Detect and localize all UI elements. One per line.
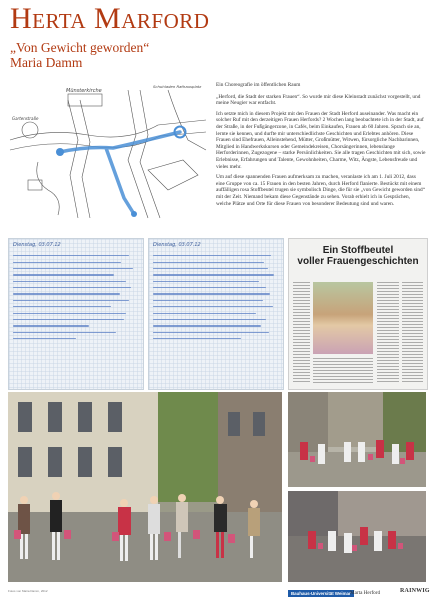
museum-logo: Marta Herford — [350, 590, 381, 596]
map-label-church: Münsterkirche — [66, 88, 102, 94]
note-date: Dienstag, 03.07.12 — [153, 242, 201, 248]
sponsor-logo: RAINWIG — [400, 588, 430, 594]
note-lines — [13, 250, 139, 344]
handwritten-note — [8, 238, 144, 390]
article-paragraph: Ich setzte mich in diesem Projekt mit den Frauen der Stadt Herford auseinander. Was macht ein solcher Ruf mit den derzeitigen Frauen Herfords? 2 Wochen lang beobachtete ich in der Stadt, auf der Straße, in der Fußgängerzone, in Cafés, beim Einkaufen, Frauen ab 60 Jahren. Sprach sie an, lernte sie kennen, und durfte mir unterschiedlichste Geschichten und Erlebtes anhören. Diese Frauen sind Ehefrauen, Alleinstehend, Mütter, Großmütter, Witwen, fürsorgliche Nachbarinnen, Mitglied in Handwerkskursen oder Gemeindekreisen, Chorsängerinnen, lebenslange Herforderinnen, Zugezogene – starke Persönlichkeiten. Sie alle tragen Geschichten mit sich, sowie Erlebnisse, Erfahrungen und Talente, Gewohnheiten, Charme, Witz, Ängste, Lebensfreude und vieles mehr. — [216, 110, 426, 170]
page-title: Herta Marford — [10, 2, 210, 35]
note-lines — [153, 250, 279, 344]
newspaper-headline: Ein Stoffbeutel voller Frauengeschichten — [297, 245, 419, 267]
route-map — [8, 80, 208, 220]
article-paragraph: Um auf diese spannenden Frauen aufmerksam zu machen, veranlaste ich am 1. Juli 2012, dass eine Gruppe von ca. 15 Frauen in den besten Jahren, durch Herford flanierte. Bestückt mit einem auffälligen rosa Stoffbeutel trugen sie symbolisch Dinge, die für sie „von Gewicht geworden sind“ mit der Zeit. Niemand bekam diese Gegenstände zu sehen. Vorab erhielt ich in Gesprächen, welche Plätze und Orte für diese Frauen von besonderer Bedeutung sind und waren. — [216, 174, 425, 207]
square-photo — [288, 392, 426, 487]
photo-credit: Fotos von Maria Damm, 2012 — [8, 589, 48, 593]
street-photo — [8, 392, 282, 582]
article-paragraph: „Herford, die Stadt der starken Frauen“. So wurde mir diese Kleinstadt zunächst vorgestellt, und meine Neugier war entfacht. — [216, 93, 421, 107]
author-name: Maria Damm — [10, 55, 83, 70]
map-label-shop: Schuhladen Rathausplatz — [153, 84, 202, 89]
handwritten-note — [148, 238, 284, 390]
project-title: „Von Gewicht geworden“ — [10, 40, 150, 55]
newspaper-photo — [313, 282, 373, 354]
note-date: Dienstag, 03.07.12 — [13, 242, 61, 248]
university-logo: Bauhaus-Universität Weimar — [288, 590, 354, 597]
article-lead: Ein Choreografie im öffentlichen Raum — [216, 82, 301, 88]
map-label-street: Gartenstraße — [12, 116, 39, 121]
newspaper-clipping — [288, 238, 428, 390]
dance-photo — [288, 491, 426, 582]
article — [216, 82, 426, 211]
